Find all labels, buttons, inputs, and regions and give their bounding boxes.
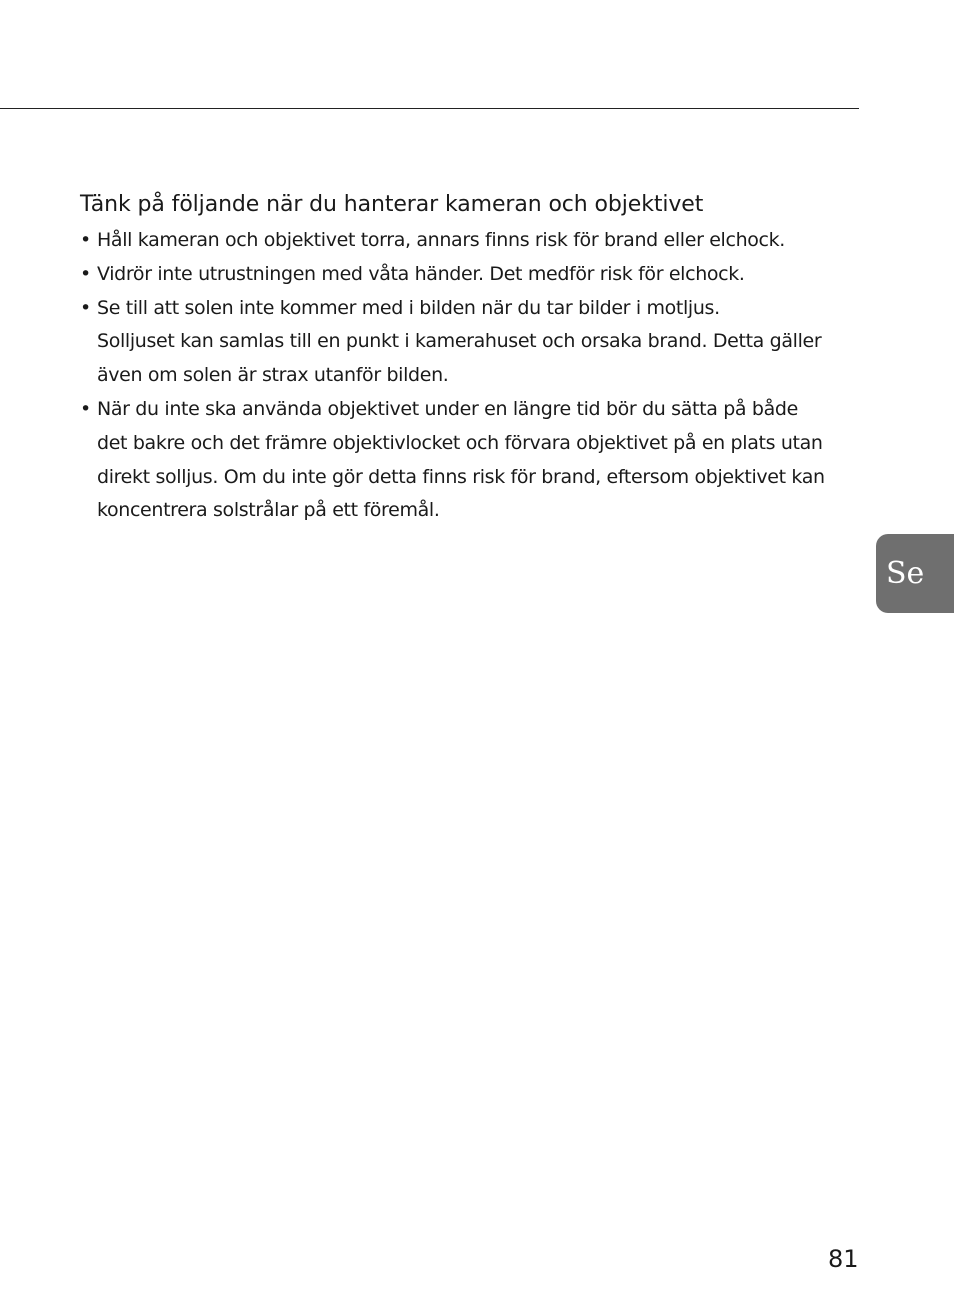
- page-number: 81: [828, 1245, 859, 1273]
- section: [80, 190, 870, 528]
- bullet-marker: •: [80, 229, 91, 251]
- language-tab-label: Se: [886, 556, 925, 591]
- bullet-text: Solljuset kan samlas till en punkt i kamerahuset och orsaka brand. Detta gäller: [97, 330, 822, 353]
- bullet-marker: •: [80, 397, 91, 420]
- bullet-item: [80, 393, 870, 528]
- bullet-item: [80, 258, 870, 292]
- bullet-list: [80, 224, 870, 528]
- bullet-text: direkt solljus. Om du inte gör detta finns risk för brand, eftersom objektivet kan: [97, 465, 825, 488]
- language-tab: [876, 534, 954, 613]
- bullet-marker: •: [80, 296, 91, 319]
- bullet-text: Håll kameran och objektivet torra, annars finns risk för brand eller elchock.: [97, 229, 785, 251]
- header-rule: [0, 108, 859, 109]
- bullet-text: det bakre och det främre objektivlocket och förvara objektivet på en plats utan: [97, 431, 823, 454]
- bullet-marker: •: [80, 262, 91, 285]
- bullet-text: även om solen är strax utanför bilden.: [97, 364, 449, 387]
- bullet-item: [80, 292, 870, 393]
- bullet-text: koncentrera solstrålar på ett föremål.: [97, 499, 440, 522]
- bullet-item: [80, 224, 870, 258]
- bullet-text: När du inte ska använda objektivet under en längre tid bör du sätta på både: [97, 397, 798, 420]
- bullet-text: Vidrör inte utrustningen med våta händer. Det medför risk för elchock.: [97, 262, 745, 285]
- bullet-text: Se till att solen inte kommer med i bilden när du tar bilder i motljus.: [97, 296, 720, 319]
- section-heading: Tänk på följande när du hanterar kameran och objektivet: [80, 192, 704, 217]
